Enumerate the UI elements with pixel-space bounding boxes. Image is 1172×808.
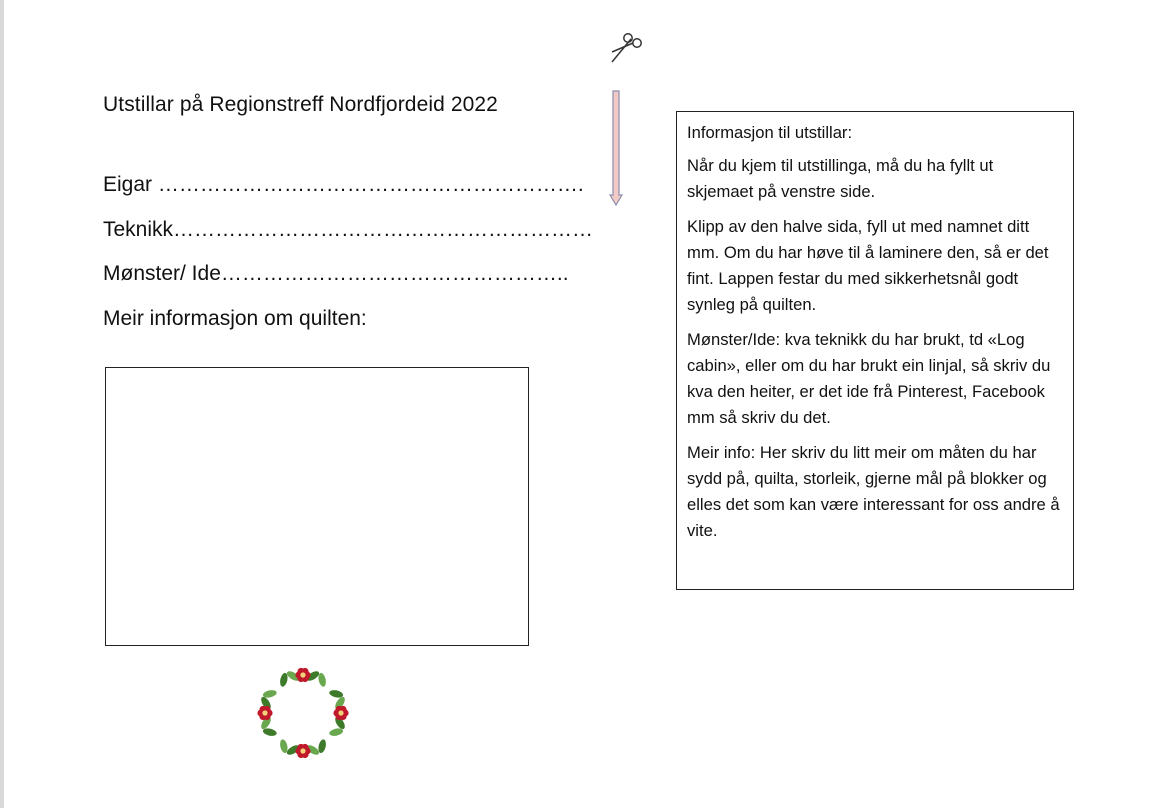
scissors-icon (606, 28, 646, 68)
pattern-field[interactable] (103, 262, 569, 286)
owner-field[interactable] (103, 173, 584, 197)
info-paragraph-cutout: Klipp av den halve sida, fyll ut med namnet ditt mm. Om du har høve til å laminere den, så er det fint. Lappen festar du med sikkerhetsnål godt synleg på quilten. (687, 217, 1049, 314)
technique-label: Teknikk (103, 218, 174, 241)
owner-label: Eigar (103, 173, 158, 196)
pattern-label: Mønster/ Ide (103, 262, 221, 285)
technique-dotted-line: …………………………………………………… (173, 218, 594, 241)
more-info-label: Meir informasjon om quilten: (103, 307, 367, 330)
more-info-box[interactable] (105, 367, 529, 646)
info-paragraph-more-info: Meir info: Her skriv du litt meir om måten du har sydd på, quilta, storleik, gjerne mål på blokker og elles det som kan være interessant for oss andre å vite. (687, 443, 1060, 540)
info-box (676, 111, 1074, 590)
page-edge (0, 0, 4, 808)
flower-wreath-icon (250, 660, 356, 766)
technique-field[interactable] (103, 218, 593, 242)
form-title: Utstillar på Regionstreff Nordfjordeid 2022 (103, 93, 498, 116)
pattern-dotted-line: ………………………………………….. (220, 262, 569, 285)
info-heading: Informasjon til utstillar: (687, 123, 853, 142)
owner-dotted-line: ……………………………………………………. (157, 173, 584, 196)
down-arrow-icon (608, 89, 624, 207)
more-info-heading (103, 307, 367, 331)
info-paragraph-pattern: Mønster/Ide: kva teknikk du har brukt, td «Log cabin», eller om du har brukt ein linjal, så skriv du kva den heiter, er det ide frå Pinterest, Facebook mm så skriv du det. (687, 330, 1051, 427)
info-paragraph-arrival: Når du kjem til utstillinga, må du ha fyllt ut skjemaet på venstre side. (687, 156, 994, 201)
